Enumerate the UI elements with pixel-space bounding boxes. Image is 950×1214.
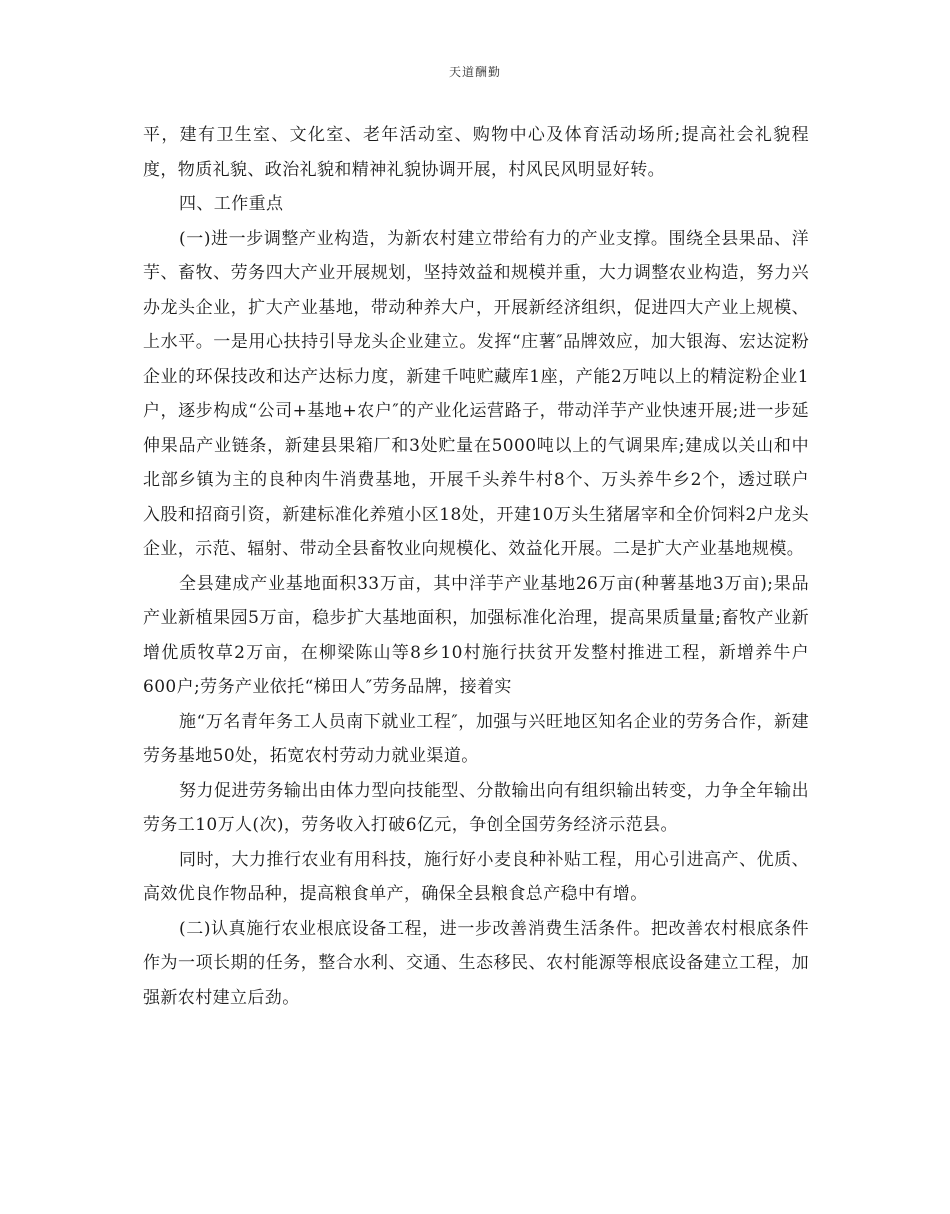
paragraph: 同时，大力推行农业有用科技，施行好小麦良种补贴工程，用心引进高产、优质、高效优良作物品种，提高粮食单产，确保全县粮食总产稳中有增。 <box>143 849 809 904</box>
paragraph: 努力促进劳务输出由体力型向技能型、分散输出向有组织输出转变，力争全年输出劳务工10万人(次)，劳务收入打破6亿元，争创全国劳务经济示范县。 <box>143 780 809 835</box>
paragraph: (一)进一步调整产业构造，为新农村建立带给有力的产业支撑。围绕全县果品、洋芋、畜牧、劳务四大产业开展规划，坚持效益和规模并重，大力调整农业构造，努力兴办龙头企业，扩大产业基地，带动种养大户，开展新经济组织，促进四大产业上规模、上水平。一是用心扶持引导龙头企业建立。发挥“庄薯″品牌效应，加大银海、宏达淀粉企业的环保技改和达产达标力度，新建千吨贮藏库1座，产能2万吨以上的精淀粉企业1户，逐步构成“公司+基地+农户″的产业化运营路子，带动洋芋产业快速开展;进一步延伸果品产业链条，新建县果箱厂和3处贮量在5000吨以上的气调果库;建成以关山和中北部乡镇为主的良种肉牛消费基地，开展千头养牛村8个、万头养牛乡2个，透过联户入股和招商引资，新建标准化养殖小区18处，开建10万头生猪屠宰和全价饲料2户龙头企业，示范、辐射、带动全县畜牧业向规模化、效益化开展。二是扩大产业基地规模。 <box>143 228 809 559</box>
document-body <box>143 118 809 1015</box>
paragraph: (二)认真施行农业根底设备工程，进一步改善消费生活条件。把改善农村根底条件作为一项长期的任务，整合水利、交通、生态移民、农村能源等根底设备建立工程，加强新农村建立后劲。 <box>143 918 809 1008</box>
page-header: 天道酬勤 <box>448 65 501 79</box>
paragraph: 平，建有卫生室、文化室、老年活动室、购物中心及体育活动场所;提高社会礼貌程度，物质礼貌、政治礼貌和精神礼貌协调开展，村风民风明显好转。 <box>143 125 809 180</box>
section-heading: 四、工作重点 <box>179 194 284 214</box>
paragraph: 施“万名青年务工人员南下就业工程″，加强与兴旺地区知名企业的劳务合作，新建劳务基地50处，拓宽农村劳动力就业渠道。 <box>143 711 809 766</box>
paragraph: 全县建成产业基地面积33万亩，其中洋芋产业基地26万亩(种薯基地3万亩);果品产业新植果园5万亩，稳步扩大基地面积，加强标准化治理，提高果质量量;畜牧产业新增优质牧草2万亩，在柳梁陈山等8乡10村施行扶贫开发整村推进工程，新增养牛户600户;劳务产业依托“梯田人″劳务品牌，接着实 <box>143 573 809 697</box>
